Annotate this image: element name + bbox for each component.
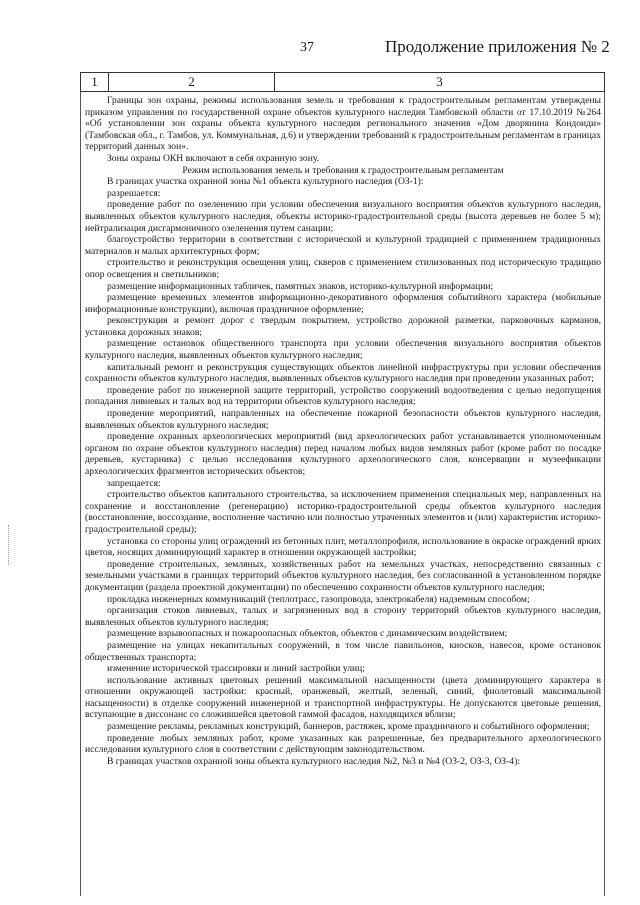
list-item: использование активных цветовых решений максимальной насыщенности (цвета доминирующего характера в отношении окружающей застройки: красный, оранжевый, желтый, зеленый, синий, фиолетовый максимальной насыщенности) в отделке сооружений инженерной и транспортной инфраструктуры. Не допускаются цветовые решения, вступающие в диссонанс со сложившейся цветовой гаммой фасадов, находящихся вблизи; (85, 674, 601, 721)
list-item: проведение строительных, земляных, хозяйственных работ на земельных участках, непосредственно связанных с земельными участками в границах территорий объектов культурного наследия, без согласованной в установленном порядке документации (раздела проектной документации) по обеспечению сохранности объектов культурного наследия; (85, 558, 601, 593)
list-item: размещение на улицах некапитальных сооружений, в том числе павильонов, киосков, навесов, кроме остановок общественных транспорта; (85, 639, 601, 663)
appendix-title: Продолжение приложения № 2 (385, 37, 610, 56)
allowed-heading: разрешается: (107, 187, 161, 199)
list-item: размещение рекламы, рекламных конструкций, баннеров, растяжек, кроме праздничного и событийного оформления; (107, 721, 590, 733)
table-column-header (80, 72, 605, 92)
list-item: строительство объектов капитального строительства, за исключением применения специальных мер, направленных на сохранение и восстановление (регенерацию) историко-градостроительной среды объектов культурного наследия (восстановление, воссоздание, восполнение частично или полностью утраченных элементов и (или) характеристик историко-градостроительной среды); (85, 489, 601, 535)
list-item: проведение любых земляных работ, кроме указанных как разрешенные, без предварительного археологического исследования культурного слоя в соответствии с действующим законодательством. (85, 732, 601, 756)
regulation-text (85, 95, 601, 767)
list-item: благоустройство территории в соответствии с исторической и культурной традицией с применением традиционных материалов и малых архитектурных форм; (85, 234, 601, 257)
list-item: организация стоков ливневых, талых и загрязненных вод в сторону территорий объектов культурного наследия, выявленных объектов культурного наследия; (85, 605, 601, 628)
list-item: проведение охранных археологических мероприятий (вид археологических работ устанавливается уполномоченным органом по охране объектов культурного наследия) перед началом любых видов земляных работ (кроме работ по посадке деревьев, кустарника) с целью исследования культурного археологического слоя, консервации и музеефикации археологических фрагментов исторических объектов; (85, 431, 601, 477)
page-number: 37 (300, 40, 314, 55)
list-item: размещение информационных табличек, памятных знаков, историко-культурной информации; (107, 280, 494, 292)
list-item: проведение мероприятий, направленных на обеспечение пожарной безопасности объектов культурного наследия, выявленных объектов культурного наследия; (85, 408, 601, 431)
list-item: установка со стороны улиц ограждений из бетонных плит, металлопрофиля, использование в окраске ограждений ярких цветов, носящих доминирующий характер в отношении окружающей застройки; (85, 535, 601, 559)
column-number-2: 2 (109, 73, 275, 91)
list-item: проведение работ по озеленению при условии обеспечения визуального восприятия объектов культурного наследия, выявленных объектов культурного наследия, объекты историко-градостроительной среды (высота деревьев не более 5 м); нейтрализация дисгармоничного озеленения путем санации; (85, 199, 601, 234)
paragraph-boundaries-approval: Границы зон охраны, режимы использования земель и требования к градостроительным регламентам утверждены приказом управления по государственной охране объектов культурного наследия Тамбовской области от 17.10.2019 №264 «Об установлении зон охраны объекта культурного наследия регионального значения «Дом дворянина Кондоиди» (Тамбовская обл., г. Тамбов, ул. Коммунальная, д.6) и утверждении требований к градостроительным регламентам в границах территорий данных зон». (85, 95, 601, 153)
list-item: строительство и реконструкция освещения улиц, скверов с применением стилизованных под историческую традицию опор освещения и светильников; (85, 257, 601, 280)
list-item: капитальный ремонт и реконструкция существующих объектов линейной инфраструктуры при условии обеспечения сохранности объектов культурного наследия, выявленных объектов культурного наследия при проведении указанных работ; (85, 361, 601, 385)
list-item: размещение временных элементов информационно-декоративного оформления событийного характера (мобильные информационные конструкции), включая праздничное оформление; (85, 292, 601, 315)
scan-margin-marks (8, 525, 12, 565)
paragraph-oz2-4-intro: В границах участков охранной зоны объекта культурного наследия №2, №3 и №4 (ОЗ-2, ОЗ-3, ОЗ-4): (107, 755, 520, 767)
column-number-1: 1 (81, 73, 109, 91)
list-item: прокладка инженерных коммуникаций (теплотрасс, газопровода, электрокабеля) надземным способом; (107, 593, 530, 605)
paragraph-zones-include: Зоны охраны ОКН включают в себя охранную зону. (107, 152, 320, 164)
list-item: проведение работ по инженерной защите территорий, устройство сооружений водоотведения с целью недопущения попадания ливневых и талых вод на территории объектов культурного наследия; (85, 384, 601, 408)
paragraph-oz1-intro: В границах участка охранной зоны №1 объекта культурного наследия (ОЗ-1): (107, 176, 424, 188)
column-number-3: 3 (436, 74, 443, 89)
list-item: размещение остановок общественного транспорта при условии обеспечения визуального восприятия объектов культурного наследия, выявленных объектов культурного наследия; (85, 338, 601, 362)
list-item: размещение взрывоопасных и пожароопасных объектов, объектов с динамическим воздействием; (107, 628, 508, 640)
prohibited-heading: запрещается: (107, 477, 161, 489)
list-item: изменение исторической трассировки и линий застройки улиц; (107, 663, 365, 675)
page-header (0, 37, 640, 60)
section-heading: Режим использования земель и требования к градостроительным регламентам (182, 164, 504, 176)
list-item: реконструкция и ремонт дорог с твердым покрытием, устройство дорожной разметки, парковочных карманов, установка дорожных знаков; (85, 315, 601, 338)
